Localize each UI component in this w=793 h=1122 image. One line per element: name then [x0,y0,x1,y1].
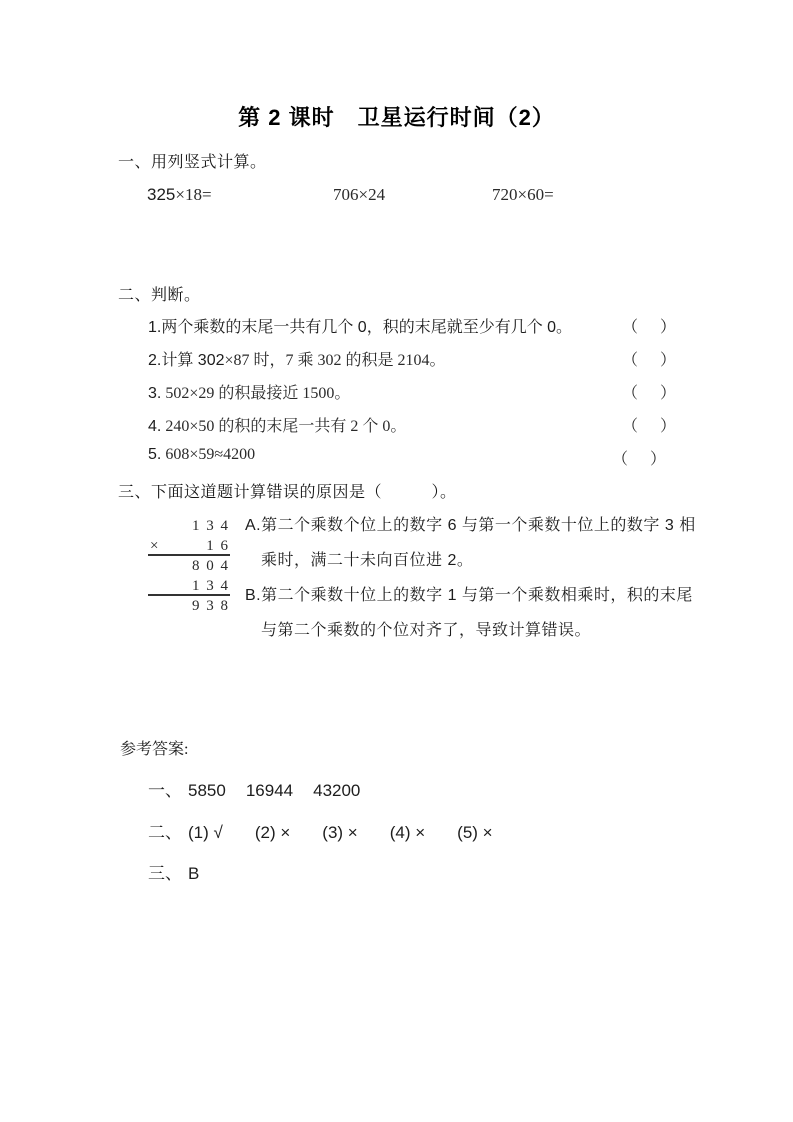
page-title: 第 2 课时 卫星运行时间（2） [238,105,555,130]
judge-item-1 [0,314,793,336]
section-two-heading: 二、判断。 [118,287,201,304]
section-one-heading: 一、用列竖式计算。 [118,154,267,171]
answers-one-label: 一、 [148,781,182,800]
answers-heading: 参考答案: [120,741,189,758]
section-three-heading: 三、下面这道题计算错误的原因是（ ）。 [118,484,457,501]
answers-line-one [148,776,380,801]
multiplier-row [148,536,230,556]
judge-item-4-text: 4. 240×50 的积的末尾一共有 2 个 0。 [148,418,407,435]
problem-3-body: 720×60= [492,185,554,204]
judge-answer-5: (5) × [457,823,493,842]
answers-line-three [148,859,199,884]
judge-item-2-text: 2.计算 302×87 时，7 乘 302 的积是 2104。 [148,352,446,369]
problem-1-body: ×18= [175,185,212,204]
problem-expression-1 [147,185,212,205]
option-b-line-2: 与第二个乘数的个位对齐了，导致计算错误。 [261,622,592,639]
judge-item-1-text: 1.两个乘数的末尾一共有几个 0，积的末尾就至少有几个 0。 [148,319,573,336]
judge-item-3-brackets: （ ） [622,385,676,402]
answers-three-label: 三、 [148,864,182,883]
judge-item-5-brackets: （ ） [612,451,666,468]
answer-value-3: 43200 [313,781,361,800]
times-sign: × [150,538,159,554]
judge-item-5-text: 5. 608×59≈4200 [148,446,256,463]
judge-item-2-brackets: （ ） [622,352,676,369]
judge-item-1-brackets: （ ） [622,319,676,336]
answer-value-2: 16944 [245,781,294,800]
judge-answer-2: (2) × [254,823,291,842]
judge-answer-1: (1) √ [188,823,223,842]
multiplier-digits: 1 6 [206,538,228,554]
problem-expression-2 [333,185,385,205]
answers-two-label: 二、 [148,823,182,842]
problem-2-body: 706×24 [333,185,386,204]
judge-answer-4: (4) × [389,823,426,842]
judge-item-3 [0,380,793,402]
answers-three-value: B [188,864,200,883]
judge-item-4-brackets: （ ） [622,418,676,435]
judge-item-3-text: 3. 502×29 的积最接近 1500。 [148,385,351,402]
answers-line-two [148,818,525,843]
vertical-multiplication [148,516,230,616]
judge-item-2 [0,347,793,369]
option-b-line-1: B.第二个乘数十位上的数字 1 与第一个乘数相乘时，积的末尾 [245,587,693,604]
partial-product-2-row: 1 3 4 [148,576,230,596]
problem-1-lead: 325 [147,185,176,204]
answer-value-1: 5850 [188,781,226,800]
judge-item-5 [0,446,793,468]
judge-answer-3: (3) × [322,823,358,842]
option-a-line-2: 乘时，满二十未向百位进 2。 [261,552,474,569]
partial-product-1-row: 8 0 4 [192,558,228,574]
judge-item-4 [0,413,793,435]
result-row: 9 3 8 [192,598,228,614]
option-a-line-1: A.第二个乘数个位上的数字 6 与第一个乘数十位上的数字 3 相 [245,517,696,534]
problem-expression-3 [492,185,554,205]
multiplicand-row: 1 3 4 [192,518,228,534]
